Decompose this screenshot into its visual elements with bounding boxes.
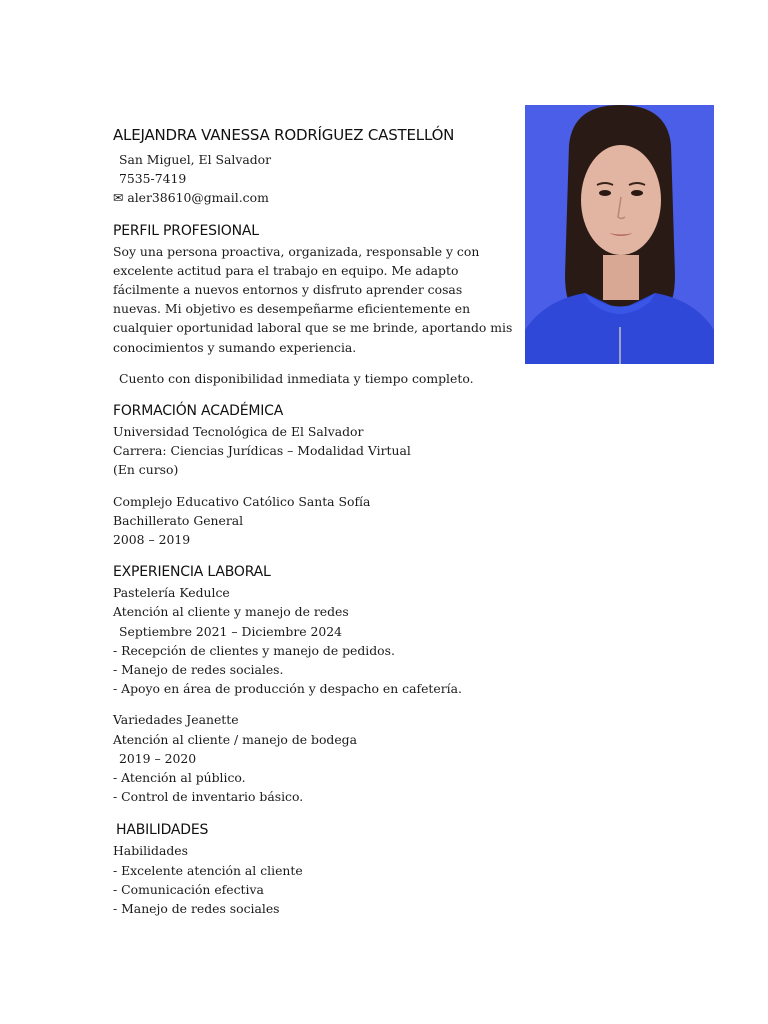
job-period: Septiembre 2021 – Diciembre 2024: [119, 623, 343, 639]
section-title-experiencia: EXPERIENCIA LABORAL: [113, 564, 271, 581]
section-title-habilidades: HABILIDADES: [116, 822, 209, 839]
section-title-formacion: FORMACIÓN ACADÉMICA: [113, 403, 284, 420]
education-institution: Universidad Tecnológica de El Salvador: [113, 424, 364, 440]
skill-item: - Excelente atención al cliente: [113, 862, 303, 878]
job-task: - Manejo de redes sociales.: [113, 662, 284, 678]
contact-phone: 7535-7419: [119, 171, 187, 187]
job-entry: [113, 710, 523, 806]
job-role: Atención al cliente y manejo de redes: [113, 604, 349, 620]
habilidades-subtitle: Habilidades: [113, 843, 188, 859]
education-institution: Complejo Educativo Católico Santa Sofía: [113, 493, 371, 509]
job-period: 2019 – 2020: [119, 750, 197, 766]
job-entry: [113, 583, 523, 698]
education-entry: [113, 422, 523, 480]
job-task: - Apoyo en área de producción y despacho en cafetería.: [113, 681, 462, 697]
perfil-paragraph: Soy una persona proactiva, organizada, responsable y con excelente actitud para el trabajo en equipo. Me adapto fácilmente a nuevos entornos y disfruto aprender cosas nuevas. Mi objetivo es desempeñarme eficientemente en cualquier oportunidad laboral que se me brinde, aportando mis conocimientos y sumando experiencia.: [113, 243, 513, 355]
profile-photo-image: [525, 105, 714, 364]
resume-content: [113, 124, 523, 918]
job-company: Pastelería Kedulce: [113, 585, 230, 601]
education-program: Carrera: Ciencias Jurídicas – Modalidad Virtual: [113, 443, 411, 459]
skill-item: - Comunicación efectiva: [113, 881, 264, 897]
profile-photo: [525, 105, 714, 364]
job-task: - Recepción de clientes y manejo de pedidos.: [113, 642, 395, 658]
education-program: Bachillerato General: [113, 512, 244, 528]
job-company: Variedades Jeanette: [113, 712, 239, 728]
job-role: Atención al cliente / manejo de bodega: [113, 731, 358, 747]
skill-item: - Manejo de redes sociales: [113, 901, 280, 917]
education-entry: [113, 492, 523, 550]
perfil-availability: Cuento con disponibilidad inmediata y tiempo completo.: [119, 370, 474, 386]
job-task: - Atención al público.: [113, 770, 246, 786]
section-title-perfil: PERFIL PROFESIONAL: [113, 222, 259, 239]
job-task: - Control de inventario básico.: [113, 789, 304, 805]
contact-location: San Miguel, El Salvador: [119, 152, 272, 167]
candidate-name: ALEJANDRA VANESSA RODRÍGUEZ CASTELLÓN: [113, 126, 455, 144]
education-period: (En curso): [113, 462, 179, 478]
education-period: 2008 – 2019: [113, 532, 191, 548]
contact-email: ✉ aler38610@gmail.com: [113, 190, 269, 206]
